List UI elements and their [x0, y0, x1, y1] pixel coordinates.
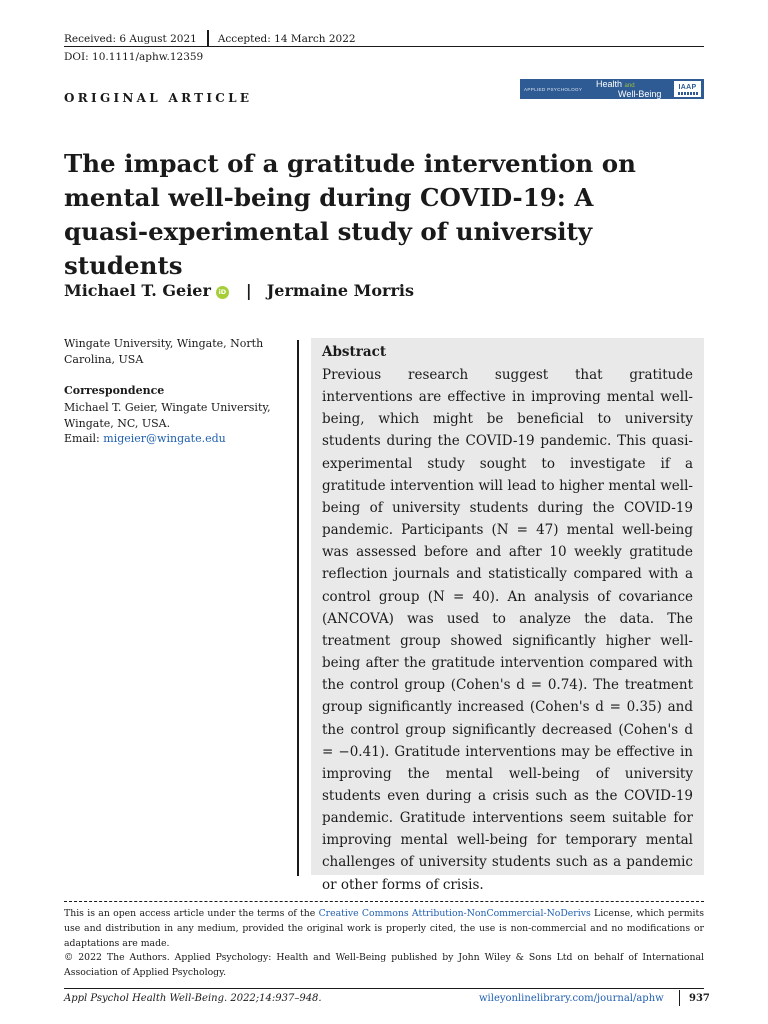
logo-journal-name	[596, 80, 662, 98]
author-1[interactable]: Michael T. Geier	[64, 281, 211, 300]
footer-separator	[679, 990, 680, 1006]
header-divider	[64, 46, 704, 47]
email-label: Email:	[64, 432, 104, 445]
article-title: The impact of a gratitude intervention on mental well-being during COVID-19: A quasi-experimental study of university students	[64, 149, 636, 280]
affiliation: Wingate University, Wingate, North Carolina, USA	[64, 337, 264, 366]
footnote-divider	[64, 901, 704, 902]
correspondence-heading: Correspondence	[64, 384, 165, 397]
logo-publisher-text: APPLIED PSYCHOLOGY	[524, 86, 583, 92]
page-number: 937	[689, 993, 710, 1004]
correspondence-address: Michael T. Geier, Wingate University, Wingate, NC, USA.	[64, 401, 271, 430]
author-list	[64, 281, 414, 300]
license-link[interactable]: Creative Commons Attribution-NonCommercial-NoDerivs	[318, 908, 591, 919]
accepted-date: Accepted: 14 March 2022	[217, 33, 356, 45]
doi[interactable]: DOI: 10.1111/aphw.12359	[64, 51, 204, 63]
abstract-text: Previous research suggest that gratitude interventions are effective in improving mental well-being, which might be beneficial to university students during the COVID-19 pandemic. This quasi-experimental study sought to investigate if a gratitude intervention will lead to higher mental well-being of university students during the COVID-19 pandemic. Participants (N = 47) mental well-being was assessed before and after 10 weekly gratitude reflection journals and statistically compared with a control group (N = 40). An analysis of covariance (ANCOVA) was used to analyze the data. The treatment group showed significantly higher well-being after the gratitude intervention compared with the control group (Cohen's d = 0.74). The treatment group significantly increased (Cohen's d = 0.35) and the control group significantly decreased (Cohen's d = −0.41). Gratitude interventions may be effective in improving the mental well-being of university students even during a crisis such as the COVID-19 pandemic. Gratitude interventions seem suitable for improving mental well-being for temporary mental challenges of university students such as a pandemic or other forms of crisis.	[322, 367, 693, 893]
logo-line-2: Well-Being	[618, 89, 662, 99]
journal-logo[interactable]	[520, 79, 704, 99]
journal-citation	[64, 993, 322, 1004]
journal-citation-text: Appl Psychol Health Well-Being. 2022;14:937–948.	[64, 993, 322, 1004]
abstract-heading: Abstract	[322, 344, 387, 360]
author-separator: |	[245, 281, 252, 300]
iaap-badge-text: IAAP	[678, 83, 697, 91]
logo-line-1: Health	[596, 79, 623, 89]
article-dates	[64, 30, 356, 47]
license-note	[64, 907, 704, 951]
correspondence-text	[64, 400, 276, 447]
received-date: Received: 6 August 2021	[64, 33, 197, 45]
orcid-icon[interactable]: iD	[216, 286, 229, 299]
iaap-bars-icon	[678, 92, 698, 95]
license-text-end: License, which permits use and distribution in any medium, provided the original work is properly cited, the use is non-commercial and no modifications or adaptations are made.	[64, 908, 704, 949]
author-2[interactable]: Jermaine Morris	[266, 281, 414, 300]
date-separator	[207, 30, 209, 47]
iaap-badge	[674, 81, 701, 97]
license-text-start: This is an open access article under the terms of the	[64, 908, 319, 919]
copyright-note: © 2022 The Authors. Applied Psychology: Health and Well-Being published by John Wiley & Sons Ltd on behalf of International Association of Applied Psychology.	[64, 952, 704, 978]
logo-and-word: and	[624, 83, 635, 89]
abstract-rule	[297, 340, 299, 876]
email-link[interactable]: migeier@wingate.edu	[103, 432, 226, 445]
footer-divider	[64, 988, 704, 989]
article-type: ORIGINAL ARTICLE	[64, 91, 253, 105]
journal-url-link[interactable]: wileyonlinelibrary.com/journal/aphw	[479, 993, 664, 1004]
